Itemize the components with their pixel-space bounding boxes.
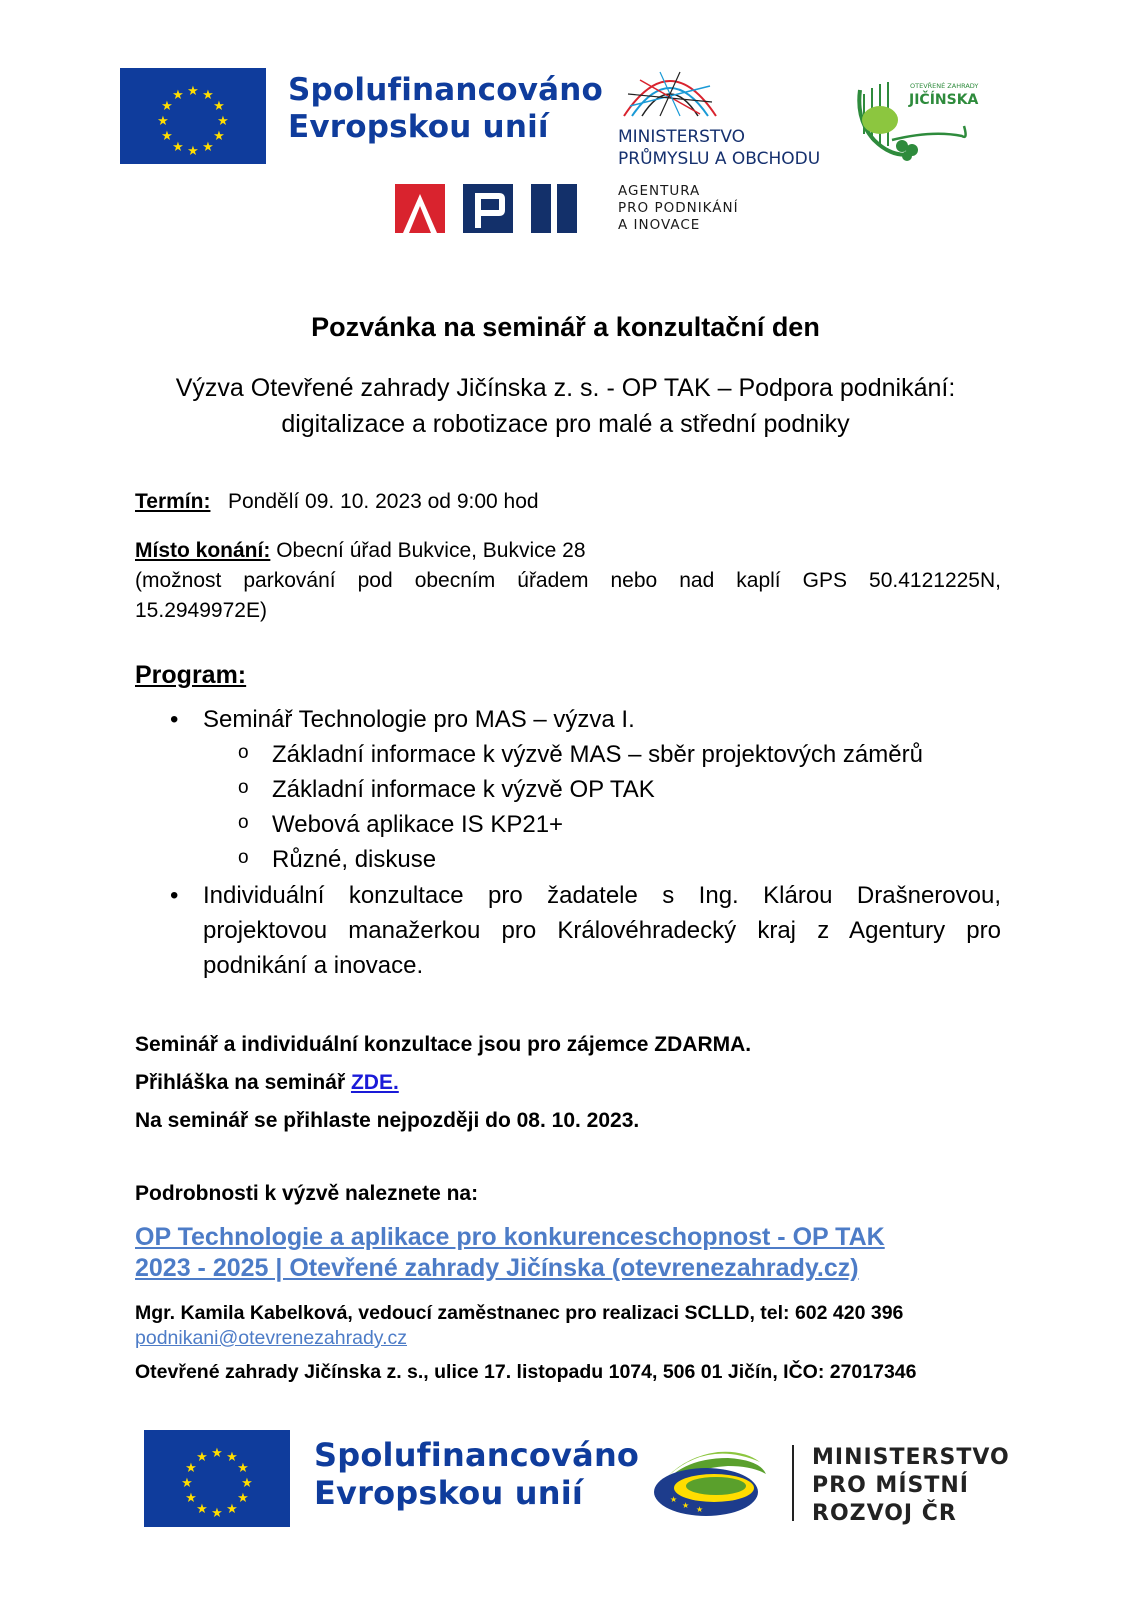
program-subitem: Základní informace k výzvě MAS – sběr projektových záměrů <box>272 741 923 768</box>
sub-bullet: o <box>238 777 249 798</box>
svg-text:★: ★ <box>213 99 225 114</box>
misto-row <box>135 539 586 563</box>
svg-text:★: ★ <box>187 144 199 159</box>
bullet-dot: • <box>170 882 179 909</box>
svg-text:★: ★ <box>226 1450 238 1465</box>
sub-bullet: o <box>238 742 249 763</box>
api-logo-text: AGENTURA PRO PODNIKÁNÍ A INOVACE <box>618 183 739 233</box>
svg-text:★: ★ <box>161 99 173 114</box>
organization-address: Otevřené zahrady Jičínska z. s., ulice 17. listopadu 1074, 506 01 Jičín, IČO: 27017346 <box>135 1361 917 1383</box>
program-item-consult-line2: projektovou manažerkou pro Královéhradecký kraj z Agentury pro <box>203 917 1001 944</box>
subtitle: Výzva Otevřené zahrady Jičínska z. s. - OP TAK – Podpora podnikání: digitalizace a robotizace pro malé a střední podniky <box>175 374 956 438</box>
ozj-name-text: JIČÍNSKA <box>909 92 979 108</box>
program-item-seminar: Seminář Technologie pro MAS – výzva I. <box>203 706 635 733</box>
deadline: Na seminář se přihlaste nejpozději do 08. 10. 2023. <box>135 1109 640 1132</box>
ozj-small-text: OTEVŘENÉ ZAHRADY <box>910 82 979 90</box>
svg-text:★: ★ <box>217 114 229 129</box>
svg-text:★: ★ <box>211 1446 223 1461</box>
details-link-line2[interactable]: 2023 - 2025 | Otevřené zahrady Jičínska (otevrenezahrady.cz) <box>135 1254 859 1282</box>
signup-row: Přihláška na seminář ZDE. <box>135 1071 399 1094</box>
page-title: Pozvánka na seminář a konzultační den <box>311 312 820 342</box>
mpo-logo-text: MINISTERSTVO PRŮMYSLU A OBCHODU <box>618 127 821 169</box>
svg-text:★: ★ <box>157 114 169 129</box>
svg-text:★: ★ <box>185 1461 197 1476</box>
program-subitem: Webová aplikace IS KP21+ <box>272 811 564 838</box>
program-subitem: Základní informace k výzvě OP TAK <box>272 776 655 803</box>
svg-text:★: ★ <box>213 129 225 144</box>
misto-value: Obecní úřad Bukvice, Bukvice 28 <box>276 539 586 562</box>
eu-cofinanced-text: Spolufinancováno Evropskou unií <box>288 72 604 145</box>
api-logo-mark <box>395 184 585 238</box>
mmr-logo-mark <box>648 1444 773 1527</box>
svg-text:★: ★ <box>211 1506 223 1521</box>
svg-text:★: ★ <box>696 1505 704 1514</box>
bullet-dot: • <box>170 706 179 733</box>
sub-bullet: o <box>238 847 249 868</box>
svg-text:★: ★ <box>670 1495 678 1504</box>
svg-text:★: ★ <box>172 140 184 155</box>
termin-label: Termín: <box>135 490 211 513</box>
svg-text:★: ★ <box>682 1501 690 1510</box>
svg-text:★: ★ <box>187 84 199 99</box>
svg-text:★: ★ <box>237 1491 249 1506</box>
svg-text:★: ★ <box>202 140 214 155</box>
program-item-consult-line1: Individuální konzultace pro žadatele s Ing. Klárou Drašnerovou, <box>203 882 1001 909</box>
mmr-divider <box>792 1445 794 1521</box>
svg-text:★: ★ <box>226 1502 238 1517</box>
misto-note-line1: (možnost parkování pod obecním úřadem nebo nad kaplí GPS 50.4121225N, <box>135 569 1001 592</box>
svg-text:★: ★ <box>196 1450 208 1465</box>
svg-text:★: ★ <box>181 1476 193 1491</box>
details-label: Podrobnosti k výzvě naleznete na: <box>135 1182 479 1205</box>
sub-bullet: o <box>238 812 249 833</box>
contact-person: Mgr. Kamila Kabelková, vedoucí zaměstnanec pro realizaci SCLLD, tel: 602 420 396 <box>135 1302 904 1324</box>
details-link-line1[interactable]: OP Technologie a aplikace pro konkurenceschopnost - OP TAK <box>135 1223 885 1251</box>
svg-text:★: ★ <box>196 1502 208 1517</box>
signup-link[interactable]: ZDE. <box>350 1071 399 1094</box>
eu-flag-logo <box>120 68 266 164</box>
program-subitem: Různé, diskuse <box>272 846 437 873</box>
svg-text:★: ★ <box>237 1461 249 1476</box>
program-item-consult-line3: podnikání a inovace. <box>203 952 424 979</box>
svg-text:★: ★ <box>161 129 173 144</box>
program-heading: Program: <box>135 661 247 689</box>
misto-note-line2: 15.2949972E) <box>135 599 267 622</box>
mpo-globe-logo <box>620 66 720 123</box>
eu-cofinanced-text-footer: Spolufinancováno Evropskou unií <box>314 1436 640 1512</box>
svg-text:★: ★ <box>202 88 214 103</box>
svg-text:★: ★ <box>185 1491 197 1506</box>
contact-email-link[interactable]: podnikani@otevrenezahrady.cz <box>135 1327 408 1349</box>
eu-flag-logo-footer <box>144 1430 290 1527</box>
termin-row <box>135 490 539 514</box>
mmr-logo-text: MINISTERSTVO PRO MÍSTNÍ ROZVOJ ČR <box>812 1445 1010 1526</box>
svg-text:★: ★ <box>241 1476 253 1491</box>
svg-text:★: ★ <box>172 88 184 103</box>
misto-label: Místo konání: <box>135 539 271 562</box>
free-note: Seminář a individuální konzultace jsou pro zájemce ZDARMA. <box>135 1033 752 1056</box>
termin-value: Pondělí 09. 10. 2023 od 9:00 hod <box>227 490 539 513</box>
